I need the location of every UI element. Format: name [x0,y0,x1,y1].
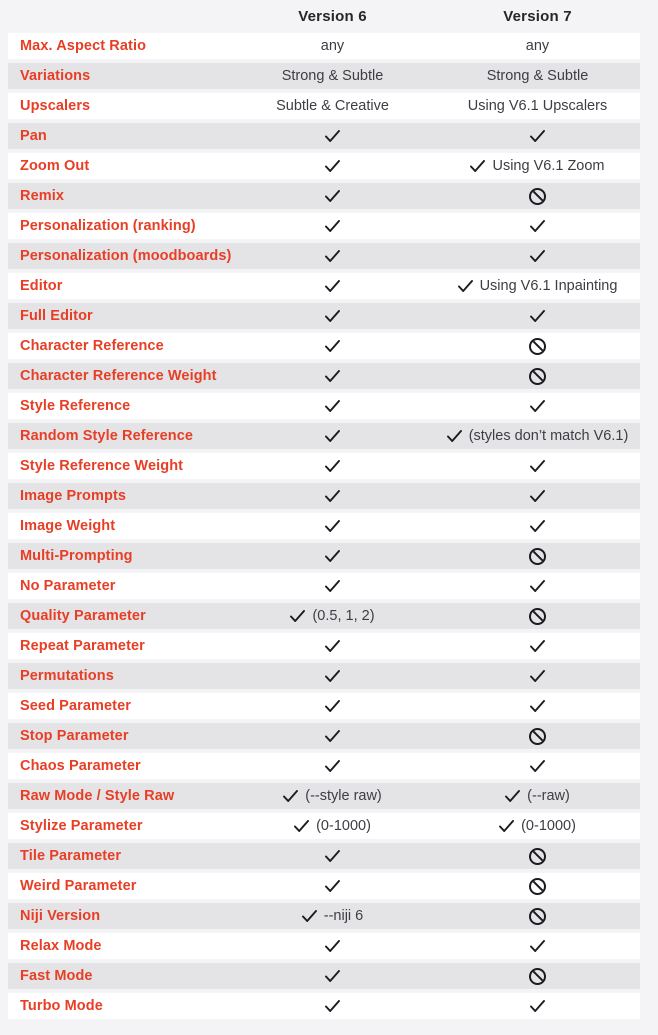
check-icon [499,820,514,832]
table-row [8,753,640,779]
check-icon [530,220,545,232]
check-icon [530,520,545,532]
version7-cell [435,490,640,502]
check-icon [447,430,462,442]
version7-cell [435,1000,640,1012]
version7-cell [435,789,640,804]
check-icon [530,760,545,772]
version6-cell [230,520,435,532]
version6-cell [230,250,435,262]
cell-text: (--raw) [527,787,570,804]
check-icon [325,970,340,982]
check-icon [325,550,340,562]
table-header [8,0,640,33]
version6-cell [230,39,435,54]
table-row [8,423,640,449]
version7-cell [435,608,640,625]
version6-cell [230,490,435,502]
version7-cell [435,548,640,565]
check-icon [325,760,340,772]
cell-text: Using V6.1 Inpainting [479,277,618,294]
version6-cell [230,760,435,772]
version7-cell [435,670,640,682]
version7-cell [435,728,640,745]
column-header-version6: Version 6 [298,8,367,25]
version7-cell [435,429,640,444]
check-icon [325,220,340,232]
version6-cell [230,640,435,652]
table-row [8,93,640,119]
version7-cell [435,130,640,142]
check-icon [325,1000,340,1012]
feature-label: Seed Parameter [20,698,132,714]
version7-cell [435,39,640,54]
check-icon [530,250,545,262]
version7-cell [435,250,640,262]
version7-cell [435,368,640,385]
cell-text: any [320,37,345,54]
check-icon [325,340,340,352]
prohibited-icon [529,188,546,205]
table-row [8,843,640,869]
feature-label: Multi-Prompting [20,548,133,564]
version7-cell [435,580,640,592]
table-row [8,993,640,1019]
version6-cell [230,69,435,84]
version6-cell [230,909,435,924]
column-header-version7: Version 7 [503,8,572,25]
table-row [8,393,640,419]
table-row [8,153,640,179]
version7-cell [435,279,640,294]
version6-cell [230,310,435,322]
table-row [8,693,640,719]
version6-cell [230,580,435,592]
version7-cell [435,940,640,952]
feature-label: Zoom Out [20,158,90,174]
cell-text: (0-1000) [521,817,576,834]
version7-cell [435,848,640,865]
version7-cell [435,310,640,322]
check-icon [530,670,545,682]
feature-label: Remix [20,188,65,204]
feature-label: Stop Parameter [20,728,129,744]
cell-text: (0-1000) [316,817,371,834]
prohibited-icon [529,338,546,355]
feature-label: Fast Mode [20,968,93,984]
check-icon [325,580,340,592]
cell-text: (--style raw) [305,787,382,804]
version6-cell [230,819,435,834]
version6-cell [230,190,435,202]
check-icon [325,280,340,292]
prohibited-icon [529,968,546,985]
version7-cell [435,188,640,205]
check-icon [530,490,545,502]
version6-cell [230,880,435,892]
cell-text: Using V6.1 Zoom [492,157,605,174]
feature-label: Permutations [20,668,114,684]
feature-label: Image Prompts [20,488,127,504]
feature-label: Niji Version [20,908,101,924]
cell-text: Strong & Subtle [486,67,589,84]
check-icon [325,700,340,712]
check-icon [505,790,520,802]
version7-cell [435,159,640,174]
feature-label: Random Style Reference [20,428,194,444]
check-icon [530,310,545,322]
check-icon [294,820,309,832]
feature-label: Repeat Parameter [20,638,145,654]
version7-cell [435,400,640,412]
check-icon [302,910,317,922]
check-icon [325,130,340,142]
version6-cell [230,789,435,804]
check-icon [325,520,340,532]
prohibited-icon [529,608,546,625]
check-icon [290,610,305,622]
feature-label: Full Editor [20,308,93,324]
prohibited-icon [529,368,546,385]
table-row [8,813,640,839]
table-row [8,333,640,359]
check-icon [530,580,545,592]
check-icon [530,700,545,712]
table-row [8,513,640,539]
table-row [8,63,640,89]
cell-text: --niji 6 [323,907,364,924]
feature-label: Personalization (ranking) [20,218,196,234]
check-icon [325,490,340,502]
cell-text: Subtle & Creative [276,97,389,114]
table-row [8,633,640,659]
feature-label: Relax Mode [20,938,102,954]
cell-text: Strong & Subtle [281,67,384,84]
table-row [8,213,640,239]
version6-cell [230,370,435,382]
check-icon [458,280,473,292]
table-row [8,873,640,899]
version6-cell [230,1000,435,1012]
check-icon [530,460,545,472]
feature-label: Style Reference Weight [20,458,184,474]
feature-label: Max. Aspect Ratio [20,38,147,54]
prohibited-icon [529,878,546,895]
feature-label: Style Reference [20,398,131,414]
table-row [8,273,640,299]
version7-cell [435,819,640,834]
feature-label: Pan [20,128,47,144]
check-icon [325,880,340,892]
feature-label: No Parameter [20,578,116,594]
version7-cell [435,968,640,985]
prohibited-icon [529,728,546,745]
feature-label: Weird Parameter [20,878,137,894]
feature-label: Quality Parameter [20,608,146,624]
feature-label: Raw Mode / Style Raw [20,788,175,804]
check-icon [325,730,340,742]
version6-cell [230,430,435,442]
check-icon [530,400,545,412]
check-icon [530,130,545,142]
check-icon [325,640,340,652]
table-row [8,903,640,929]
table-row [8,303,640,329]
prohibited-icon [529,848,546,865]
check-icon [325,370,340,382]
version6-cell [230,130,435,142]
table-row [8,243,640,269]
table-row [8,483,640,509]
check-icon [325,940,340,952]
feature-label: Turbo Mode [20,998,103,1014]
version6-cell [230,970,435,982]
version6-cell [230,340,435,352]
feature-label: Variations [20,68,91,84]
check-icon [530,1000,545,1012]
check-icon [325,460,340,472]
version6-cell [230,400,435,412]
table-row [8,663,640,689]
table-row [8,33,640,59]
check-icon [325,850,340,862]
version6-cell [230,550,435,562]
cell-text: (styles don’t match V6.1) [468,427,629,444]
check-icon [325,190,340,202]
table-row [8,963,640,989]
table-row [8,363,640,389]
table-row [8,723,640,749]
feature-label: Upscalers [20,98,91,114]
table-row [8,933,640,959]
feature-label: Character Reference [20,338,164,354]
version7-cell [435,99,640,114]
feature-label: Personalization (moodboards) [20,248,232,264]
version7-cell [435,760,640,772]
version7-cell [435,520,640,532]
cell-text: Using V6.1 Upscalers [467,97,608,114]
check-icon [325,250,340,262]
cell-text: any [525,37,550,54]
feature-label: Image Weight [20,518,116,534]
version6-cell [230,850,435,862]
table-row [8,453,640,479]
feature-label: Editor [20,278,63,294]
check-icon [470,160,485,172]
feature-label: Character Reference Weight [20,368,217,384]
table-row [8,603,640,629]
table-row [8,183,640,209]
version7-cell [435,700,640,712]
version6-cell [230,700,435,712]
table-row [8,543,640,569]
version6-cell [230,160,435,172]
version7-cell [435,460,640,472]
prohibited-icon [529,548,546,565]
check-icon [325,430,340,442]
check-icon [325,400,340,412]
table-row [8,783,640,809]
version6-cell [230,670,435,682]
version6-cell [230,460,435,472]
version6-cell [230,280,435,292]
version7-cell [435,69,640,84]
version7-cell [435,640,640,652]
check-icon [325,670,340,682]
version6-cell [230,99,435,114]
version6-cell [230,609,435,624]
version6-cell [230,220,435,232]
table-body [0,33,658,1019]
table-row [8,123,640,149]
version6-cell [230,730,435,742]
version6-cell [230,940,435,952]
version7-cell [435,908,640,925]
cell-text: (0.5, 1, 2) [312,607,375,624]
feature-label: Tile Parameter [20,848,122,864]
check-icon [530,940,545,952]
version7-cell [435,878,640,895]
check-icon [325,310,340,322]
version7-cell [435,338,640,355]
check-icon [325,160,340,172]
check-icon [530,640,545,652]
feature-label: Chaos Parameter [20,758,141,774]
feature-label: Stylize Parameter [20,818,143,834]
table-row [8,573,640,599]
prohibited-icon [529,908,546,925]
check-icon [283,790,298,802]
version7-cell [435,220,640,232]
